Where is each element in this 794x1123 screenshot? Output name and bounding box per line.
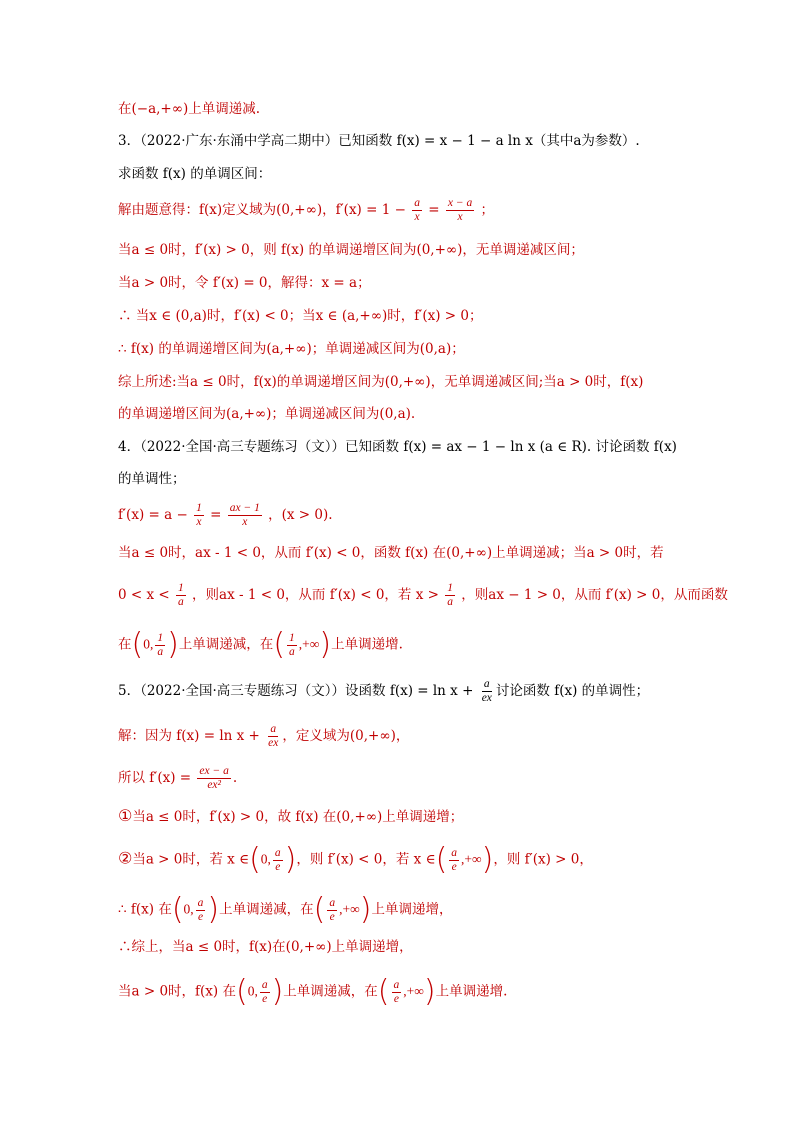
solution-3-case-2: 当a > 0时，令 f′(x) = 0，解得：x = a； bbox=[118, 275, 371, 291]
fraction-a-over-x: $\frac{a}{x}$ bbox=[414, 197, 420, 223]
solution-5-summary: ∴综上，当a ≤ 0时，f(x)在(0,+∞)上单调递增， bbox=[118, 939, 413, 955]
fraction-a-over-e: $\frac{a}{e}$ bbox=[274, 846, 281, 873]
solution-5-case-2: ②当a > 0时，若 x ∈(0, $\frac{a}{e}$ )，则 f′(x) < 0，若 x ∈( $\frac{a}{e}$ ,+∞)，则 f′(x) > 0， bbox=[118, 842, 593, 877]
fraction-1-over-a: $\frac{1}{a}$ bbox=[178, 582, 184, 608]
problem-4-statement: 4．（2022·全国·高三专题练习（文））已知函数 f(x) = ax − 1 − ln x (a ∈ R). 讨论函数 f(x) bbox=[118, 439, 677, 455]
fraction-a-over-e: $\frac{a}{e}$ bbox=[451, 846, 458, 873]
fraction-1-over-a: $\frac{1}{a}$ bbox=[447, 582, 453, 608]
solution-5-derivative: 所以 f′(x) = $\frac{ex - a}{\text{ex²}}$ . bbox=[118, 765, 238, 791]
solution-3-summary-cont: 的单调递增区间为(a,+∞)；单调递减区间为(0,a). bbox=[118, 406, 416, 422]
solution-3-intervals: ∴ f(x) 的单调递增区间为(a,+∞)；单调递减区间为(0,a)； bbox=[118, 341, 465, 357]
solution-3-case-1: 当a ≤ 0时，f′(x) > 0，则 f(x) 的单调递增区间为(0,+∞)，无单调递减区间； bbox=[118, 242, 584, 258]
solution-3-sign: ∴ 当x ∈ (0,a)时，f′(x) < 0；当x ∈ (a,+∞)时，f′(x) > 0； bbox=[118, 308, 483, 324]
fraction-a-over-ex: $\frac{a}{ex}$ bbox=[268, 723, 279, 749]
solution-3-derivative: 解由题意得：f(x)定义域为(0,+∞)，f′(x) = 1 − $\frac{a}{x}$ = $\frac{x - a}{x}$ ； bbox=[118, 197, 495, 223]
fraction-ax-minus-1-over-x: $\frac{ax - 1}{x}$ bbox=[229, 502, 260, 528]
fraction-a-over-ex: $\frac{a}{ex}$ bbox=[481, 678, 492, 704]
solution-5-summary-cont: 当a > 0时，f(x) 在(0, $\frac{a}{e}$ )上单调递减，在( $\frac{a}{e}$ ,+∞)上单调递增. bbox=[118, 974, 508, 1009]
solution-5-intervals: ∴ f(x) 在(0, $\frac{a}{e}$ )上单调递减，在( $\frac{a}{e}$ ,+∞)上单调递增， bbox=[118, 892, 453, 927]
solution-5-case-1: ①当a ≤ 0时，f′(x) > 0，故 f(x) 在(0,+∞)上单调递增； bbox=[118, 806, 464, 825]
text-line-1: 在(−a,+∞)上单调递减. bbox=[118, 101, 261, 117]
solution-3-summary: 综上所述:当a ≤ 0时，f(x)的单调递增区间为(0,+∞)，无单调递减区间;当a > 0时，f(x) bbox=[118, 374, 644, 390]
solution-4-case-1: 当a ≤ 0时，ax - 1 < 0，从而 f′(x) < 0，函数 f(x) 在(0,+∞)上单调递减；当a > 0时，若 bbox=[118, 545, 664, 561]
solution-5-definition: 解：因为 f(x) = ln x + $\frac{a}{ex}$ ，定义域为(0,+∞)， bbox=[118, 723, 410, 749]
solution-4-derivative: f′(x) = a − $\frac{1}{x}$ = $\frac{ax - 1}{x}$ ，(x > 0). bbox=[118, 502, 333, 528]
problem-4-question: 的单调性； bbox=[118, 471, 186, 487]
solution-4-case-2: 0 < x < $\frac{1}{a}$ ，则ax - 1 < 0，从而 f′(x) < 0，若 x > $\frac{1}{a}$ ，则ax − 1 > 0，从而 f′(x) > 0，从而函数 bbox=[118, 582, 728, 608]
fraction-1-over-x: $\frac{1}{x}$ bbox=[196, 502, 202, 528]
fraction-a-over-e: $\frac{a}{e}$ bbox=[197, 896, 204, 923]
problem-3-statement: 3．（2022·广东·东涌中学高二期中）已知函数 f(x) = x − 1 − a ln x（其中a为参数）. bbox=[118, 133, 640, 149]
fraction-ex-minus-a-over-ex2: $\frac{ex - a}{\text{ex²}}$ bbox=[199, 765, 229, 791]
fraction-1-over-a: $\frac{1}{a}$ bbox=[289, 631, 295, 658]
fraction-a-over-e: $\frac{a}{e}$ bbox=[261, 978, 268, 1005]
problem-3-question: 求函数 f(x) 的单调区间： bbox=[118, 166, 272, 182]
problem-5-statement: 5．（2022·全国·高三专题练习（文））设函数 f(x) = ln x + $\frac{a}{ex}$ 讨论函数 f(x) 的单调性； bbox=[118, 678, 650, 704]
fraction-1-over-a: $\frac{1}{a}$ bbox=[157, 631, 164, 658]
fraction-a-over-e: $\frac{a}{e}$ bbox=[393, 978, 400, 1005]
fraction-a-over-e: $\frac{a}{e}$ bbox=[329, 896, 336, 923]
fraction-x-minus-a-over-x: $\frac{x - a}{x}$ bbox=[447, 197, 473, 223]
solution-4-conclusion: 在(0, $\frac{1}{a}$ )上单调递减，在( $\frac{1}{a}$ ,+∞)上单调递增. bbox=[118, 627, 403, 662]
